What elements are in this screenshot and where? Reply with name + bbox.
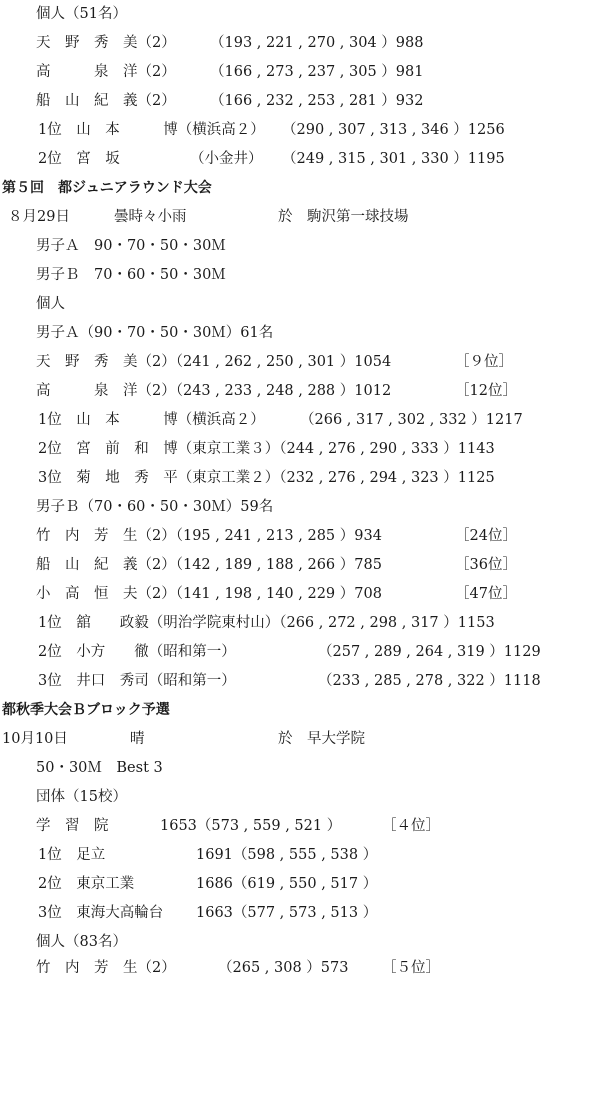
category-text: 男子Ｂ 70・60・50・30Ｍ — [36, 267, 226, 283]
ranking-row — [0, 638, 541, 666]
event-info-row — [0, 725, 365, 753]
ranking-row — [0, 609, 495, 637]
ranking-row — [0, 145, 505, 173]
category-text: 男子Ａ 90・70・50・30Ｍ — [36, 238, 226, 254]
result-text: 高 泉 洋（2）（243 , 233 , 248 , 288 ）1012 — [36, 383, 392, 399]
team-name: 2位 東京工業 — [38, 876, 135, 892]
ranking-text: 2位 宮 前 和 博（東京工業３）（244 , 276 , 290 , 333 ）1143 — [38, 441, 495, 457]
rank-badge: ［９位］ — [455, 354, 513, 370]
section-heading — [0, 783, 127, 811]
section-heading — [0, 493, 274, 521]
ranking-row — [0, 464, 495, 492]
rank-badge: ［12位］ — [455, 383, 517, 399]
text-segment: 個人 — [36, 296, 65, 312]
athlete-name: 高 泉 洋（2） — [36, 64, 176, 80]
section-heading — [0, 0, 127, 28]
venue: 於 駒沢第一球技場 — [278, 209, 409, 225]
result-row — [0, 348, 513, 376]
score-detail: （265 , 308 ）573 — [218, 960, 349, 976]
score-detail: （166 , 273 , 237 , 305 ）981 — [210, 64, 424, 80]
event-heading — [0, 174, 212, 202]
venue: 於 早大学院 — [278, 731, 365, 747]
ranking-name: 3位 井口 秀司（昭和第一） — [38, 673, 236, 689]
result-text: 小 高 恒 夫（2）（141 , 198 , 140 , 229 ）708 — [36, 586, 382, 602]
athlete-name: 竹 内 芳 生（2） — [36, 960, 176, 976]
team-ranking-row — [0, 841, 378, 869]
team-name: 3位 東海大高輪台 — [38, 905, 164, 921]
text-segment: 男子Ａ（90・70・50・30Ｍ）61名 — [36, 325, 274, 341]
rank-badge: ［４位］ — [382, 818, 440, 834]
score-detail: （249 , 315 , 301 , 330 ）1195 — [282, 151, 505, 167]
rank-badge: ［５位］ — [382, 960, 440, 976]
category-row — [0, 232, 226, 260]
score-detail: （257 , 289 , 264 , 319 ）1129 — [318, 644, 541, 660]
ranking-name: 1位 山 本 博（横浜高２） — [38, 412, 265, 428]
event-heading — [0, 696, 170, 724]
weather: 晴 — [130, 731, 145, 747]
ranking-row — [0, 435, 495, 463]
ranking-name: 1位 山 本 博（横浜高２） — [38, 122, 265, 138]
result-text: 船 山 紀 義（2）（142 , 189 , 188 , 266 ）785 — [36, 557, 382, 573]
section-heading — [0, 319, 274, 347]
category-row — [0, 754, 163, 782]
event-title: 第５回 都ジュニアラウンド大会 — [2, 180, 212, 196]
category-row — [0, 261, 226, 289]
score-detail: （266 , 317 , 302 , 332 ）1217 — [300, 412, 523, 428]
score-detail: 1686（619 , 550 , 517 ） — [196, 876, 378, 892]
result-row — [0, 377, 517, 405]
athlete-name: 天 野 秀 美（2） — [36, 35, 176, 51]
score-detail: 1653（573 , 559 , 521 ） — [160, 818, 342, 834]
score-detail: （233 , 285 , 278 , 322 ）1118 — [318, 673, 541, 689]
result-row — [0, 87, 424, 115]
score-detail: （290 , 307 , 313 , 346 ）1256 — [282, 122, 505, 138]
school-name: （小金井） — [190, 151, 263, 167]
rank-badge: ［47位］ — [455, 586, 517, 602]
score-detail: 1663（577 , 573 , 513 ） — [196, 905, 378, 921]
result-row — [0, 58, 424, 86]
score-detail: 1691（598 , 555 , 538 ） — [196, 847, 378, 863]
team-result-row — [0, 812, 440, 840]
result-text: 天 野 秀 美（2）（241 , 262 , 250 , 301 ）1054 — [36, 354, 392, 370]
ranking-row — [0, 116, 505, 144]
team-name: 学 習 院 — [36, 818, 109, 834]
score-detail: （193 , 221 , 270 , 304 ）988 — [210, 35, 424, 51]
ranking-text: 3位 菊 地 秀 平（東京工業２）（232 , 276 , 294 , 323 ）1125 — [38, 470, 495, 486]
result-row — [0, 29, 424, 57]
ranking-row — [0, 406, 523, 434]
event-date: ８月29日 — [8, 209, 70, 225]
text-segment: 男子Ｂ（70・60・50・30Ｍ）59名 — [36, 499, 274, 515]
event-info-row — [0, 203, 409, 231]
result-row — [0, 551, 517, 579]
ranking-name: 2位 小方 徹（昭和第一） — [38, 644, 236, 660]
event-title: 都秋季大会Ｂブロック予選 — [2, 702, 170, 718]
athlete-name: 船 山 紀 義（2） — [36, 93, 176, 109]
team-ranking-row — [0, 899, 378, 927]
result-row — [0, 522, 517, 550]
weather: 曇時々小雨 — [114, 209, 187, 225]
rank-badge: ［36位］ — [455, 557, 517, 573]
section-heading — [0, 290, 65, 318]
text-segment: 個人（51名） — [36, 6, 127, 22]
ranking-name: 2位 宮 坂 — [38, 151, 120, 167]
ranking-text: 1位 舘 政毅（明治学院東村山）（266 , 272 , 298 , 317 ）1153 — [38, 615, 495, 631]
text-segment: 団体（15校） — [36, 789, 127, 805]
text-segment: 個人（83名） — [36, 934, 127, 950]
rank-badge: ［24位］ — [455, 528, 517, 544]
score-detail: （166 , 232 , 253 , 281 ）932 — [210, 93, 424, 109]
result-row — [0, 580, 517, 608]
result-row — [0, 954, 440, 982]
category-text: 50・30Ｍ Best 3 — [36, 760, 163, 776]
section-heading — [0, 928, 127, 956]
team-name: 1位 足立 — [38, 847, 106, 863]
ranking-row — [0, 667, 541, 695]
event-date: 10月10日 — [2, 731, 68, 747]
team-ranking-row — [0, 870, 378, 898]
result-text: 竹 内 芳 生（2）（195 , 241 , 213 , 285 ）934 — [36, 528, 382, 544]
